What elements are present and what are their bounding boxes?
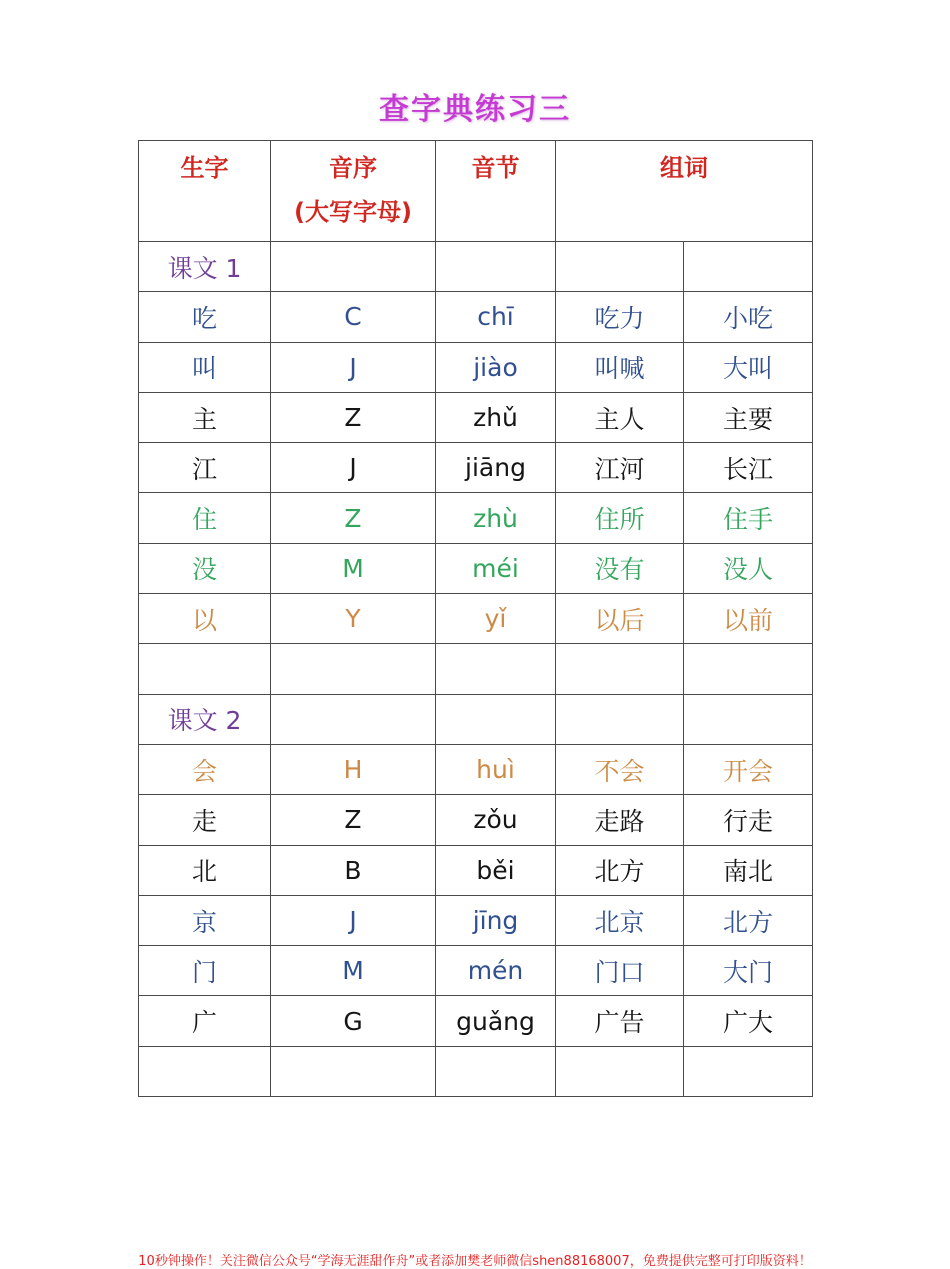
order-cell: C — [271, 292, 436, 342]
word2-cell: 行走 — [684, 795, 813, 845]
char-cell: 江 — [139, 443, 271, 493]
table-row — [139, 946, 813, 996]
pinyin-cell: guǎng — [436, 996, 556, 1046]
order-cell: J — [271, 342, 436, 392]
lesson-2-row — [139, 694, 813, 744]
char-cell: 叫 — [139, 342, 271, 392]
word2-cell: 开会 — [684, 744, 813, 794]
char-cell: 门 — [139, 946, 271, 996]
order-cell: Y — [271, 594, 436, 644]
word1-cell: 走路 — [556, 795, 684, 845]
char-cell: 主 — [139, 392, 271, 442]
word2-cell: 没人 — [684, 543, 813, 593]
char-cell: 会 — [139, 744, 271, 794]
order-cell: H — [271, 744, 436, 794]
char-cell: 以 — [139, 594, 271, 644]
empty-row — [139, 1046, 813, 1096]
empty-row — [139, 644, 813, 694]
word2-cell: 南北 — [684, 845, 813, 895]
pinyin-cell: mén — [436, 946, 556, 996]
order-cell: J — [271, 443, 436, 493]
word2-cell: 长江 — [684, 443, 813, 493]
table-row — [139, 845, 813, 895]
pinyin-cell: běi — [436, 845, 556, 895]
table-row — [139, 795, 813, 845]
pinyin-cell: jiāng — [436, 443, 556, 493]
word2-cell: 大叫 — [684, 342, 813, 392]
word1-cell: 江河 — [556, 443, 684, 493]
word1-cell: 住所 — [556, 493, 684, 543]
table-row — [139, 996, 813, 1046]
word1-cell: 广告 — [556, 996, 684, 1046]
word1-cell: 以后 — [556, 594, 684, 644]
pinyin-cell: jīng — [436, 895, 556, 945]
word2-cell: 以前 — [684, 594, 813, 644]
header-words: 组词 — [556, 141, 813, 242]
header-char: 生字 — [139, 141, 271, 242]
table-row — [139, 744, 813, 794]
char-cell: 北 — [139, 845, 271, 895]
order-cell: Z — [271, 392, 436, 442]
char-cell: 京 — [139, 895, 271, 945]
table-row — [139, 342, 813, 392]
word2-cell: 住手 — [684, 493, 813, 543]
page-title: 查字典练习三 — [379, 92, 571, 127]
order-cell: J — [271, 895, 436, 945]
pinyin-cell: zhù — [436, 493, 556, 543]
pinyin-cell: chī — [436, 292, 556, 342]
word1-cell: 门口 — [556, 946, 684, 996]
char-cell: 广 — [139, 996, 271, 1046]
order-cell: M — [271, 946, 436, 996]
word1-cell: 没有 — [556, 543, 684, 593]
pinyin-cell: zhǔ — [436, 392, 556, 442]
word2-cell: 大门 — [684, 946, 813, 996]
word1-cell: 叫喊 — [556, 342, 684, 392]
table-row — [139, 543, 813, 593]
dictionary-table — [138, 140, 813, 1097]
table-row — [139, 392, 813, 442]
lesson-1-row — [139, 242, 813, 292]
word1-cell: 吃力 — [556, 292, 684, 342]
header-syllable: 音节 — [436, 141, 556, 242]
word1-cell: 主人 — [556, 392, 684, 442]
word1-cell: 北方 — [556, 845, 684, 895]
pinyin-cell: jiào — [436, 342, 556, 392]
word2-cell: 主要 — [684, 392, 813, 442]
table-row — [139, 292, 813, 342]
order-cell: G — [271, 996, 436, 1046]
char-cell: 吃 — [139, 292, 271, 342]
word2-cell: 北方 — [684, 895, 813, 945]
order-cell: M — [271, 543, 436, 593]
order-cell: Z — [271, 493, 436, 543]
pinyin-cell: zǒu — [436, 795, 556, 845]
footer-notice: 10秒钟操作！关注微信公众号“学海无涯甜作舟”或者添加樊老师微信shen88168007，免费提供完整可打印版资料！ — [138, 1254, 812, 1269]
order-cell: Z — [271, 795, 436, 845]
char-cell: 住 — [139, 493, 271, 543]
pinyin-cell: méi — [436, 543, 556, 593]
table-row — [139, 493, 813, 543]
word1-cell: 不会 — [556, 744, 684, 794]
lesson-2-label: 课文 2 — [139, 694, 271, 744]
word2-cell: 广大 — [684, 996, 813, 1046]
pinyin-cell: yǐ — [436, 594, 556, 644]
table-row — [139, 443, 813, 493]
lesson-1-label: 课文 1 — [139, 242, 271, 292]
word2-cell: 小吃 — [684, 292, 813, 342]
char-cell: 走 — [139, 795, 271, 845]
char-cell: 没 — [139, 543, 271, 593]
table-row — [139, 895, 813, 945]
header-row — [139, 141, 813, 242]
table-row — [139, 594, 813, 644]
word1-cell: 北京 — [556, 895, 684, 945]
header-order: 音序 (大写字母) — [271, 141, 436, 242]
order-cell: B — [271, 845, 436, 895]
pinyin-cell: huì — [436, 744, 556, 794]
